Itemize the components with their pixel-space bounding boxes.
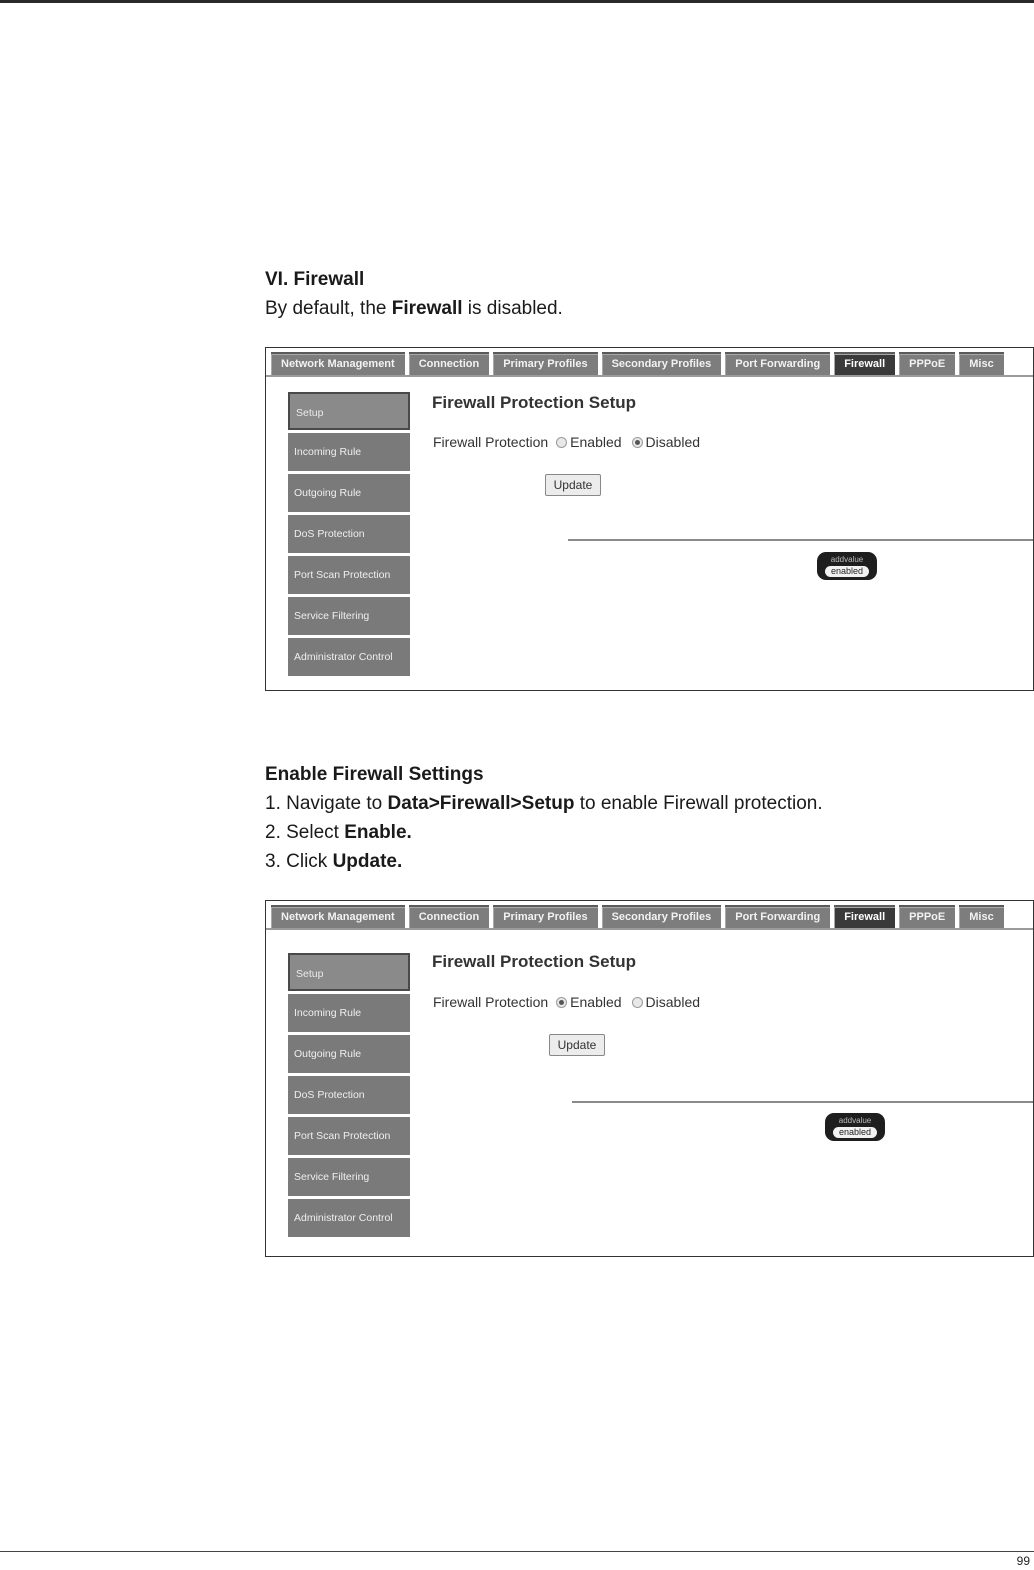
firewall-protection-row xyxy=(433,434,710,450)
sidebar-item-incoming-rule[interactable]: Incoming Rule xyxy=(288,994,410,1032)
tab-secondary-profiles[interactable]: Secondary Profiles xyxy=(602,352,722,375)
firewall-screenshot-disabled xyxy=(265,347,1034,691)
update-button[interactable]: Update xyxy=(549,1034,605,1056)
tab-connection[interactable]: Connection xyxy=(409,905,490,928)
firewall-screenshot-enabled xyxy=(265,900,1034,1257)
tab-network-management[interactable]: Network Management xyxy=(271,352,405,375)
sidebar-item-port-scan-protection[interactable]: Port Scan Protection xyxy=(288,556,410,594)
firewall-protection-row xyxy=(433,994,710,1010)
bottom-rule xyxy=(0,1551,1034,1552)
section-firewall xyxy=(265,265,563,323)
tab-bar xyxy=(266,348,1033,377)
section-enable-firewall xyxy=(265,760,823,876)
option-enabled[interactable]: Enabled xyxy=(556,434,621,450)
divider xyxy=(572,1101,1033,1103)
addvalue-logo: addvalue enabled xyxy=(825,1113,885,1141)
radio-disabled[interactable] xyxy=(632,997,643,1008)
sidebar-item-setup[interactable]: Setup xyxy=(288,953,410,991)
tab-secondary-profiles[interactable]: Secondary Profiles xyxy=(602,905,722,928)
tab-pppoe[interactable]: PPPoE xyxy=(899,352,955,375)
option-disabled[interactable]: Disabled xyxy=(632,994,700,1010)
tab-primary-profiles[interactable]: Primary Profiles xyxy=(493,905,597,928)
section-heading: VI. Firewall xyxy=(265,269,365,290)
sidebar-item-outgoing-rule[interactable]: Outgoing Rule xyxy=(288,1035,410,1073)
tab-port-forwarding[interactable]: Port Forwarding xyxy=(725,905,830,928)
step-2: 2. Select Enable. xyxy=(265,822,412,843)
top-rule xyxy=(0,0,1034,3)
option-enabled[interactable]: Enabled xyxy=(556,994,621,1010)
sidebar-item-administrator-control[interactable]: Administrator Control xyxy=(288,638,410,676)
page-title: Firewall Protection Setup xyxy=(432,952,637,971)
firewall-protection-label: Firewall Protection xyxy=(433,434,549,450)
radio-enabled[interactable] xyxy=(556,437,567,448)
step-3: 3. Click Update. xyxy=(265,851,403,872)
step-1: 1. Navigate to Data>Firewall>Setup to enable Firewall protection. xyxy=(265,793,823,814)
sidebar-item-administrator-control[interactable]: Administrator Control xyxy=(288,1199,410,1237)
page-number: 99 xyxy=(1016,1554,1030,1568)
sidebar-item-dos-protection[interactable]: DoS Protection xyxy=(288,515,410,553)
tab-primary-profiles[interactable]: Primary Profiles xyxy=(493,352,597,375)
tab-bar xyxy=(266,901,1033,930)
tab-firewall[interactable]: Firewall xyxy=(834,352,895,375)
option-disabled[interactable]: Disabled xyxy=(632,434,700,450)
tab-network-management[interactable]: Network Management xyxy=(271,905,405,928)
section-heading: Enable Firewall Settings xyxy=(265,764,484,785)
sidebar-item-incoming-rule[interactable]: Incoming Rule xyxy=(288,433,410,471)
tab-firewall[interactable]: Firewall xyxy=(834,905,895,928)
sidebar-item-outgoing-rule[interactable]: Outgoing Rule xyxy=(288,474,410,512)
tab-misc[interactable]: Misc xyxy=(959,905,1003,928)
addvalue-logo: addvalue enabled xyxy=(817,552,877,580)
tab-misc[interactable]: Misc xyxy=(959,352,1003,375)
firewall-protection-label: Firewall Protection xyxy=(433,994,549,1010)
update-button[interactable]: Update xyxy=(545,474,601,496)
sidebar-item-setup[interactable]: Setup xyxy=(288,392,410,430)
sidebar-item-port-scan-protection[interactable]: Port Scan Protection xyxy=(288,1117,410,1155)
divider xyxy=(568,539,1033,541)
intro-text: By default, the Firewall is disabled. xyxy=(265,298,563,319)
tab-port-forwarding[interactable]: Port Forwarding xyxy=(725,352,830,375)
tab-connection[interactable]: Connection xyxy=(409,352,490,375)
sidebar-item-dos-protection[interactable]: DoS Protection xyxy=(288,1076,410,1114)
side-nav xyxy=(288,392,410,679)
sidebar-item-service-filtering[interactable]: Service Filtering xyxy=(288,1158,410,1196)
sidebar-item-service-filtering[interactable]: Service Filtering xyxy=(288,597,410,635)
page-title: Firewall Protection Setup xyxy=(432,393,637,412)
side-nav xyxy=(288,953,410,1240)
radio-disabled[interactable] xyxy=(632,437,643,448)
radio-enabled[interactable] xyxy=(556,997,567,1008)
tab-pppoe[interactable]: PPPoE xyxy=(899,905,955,928)
